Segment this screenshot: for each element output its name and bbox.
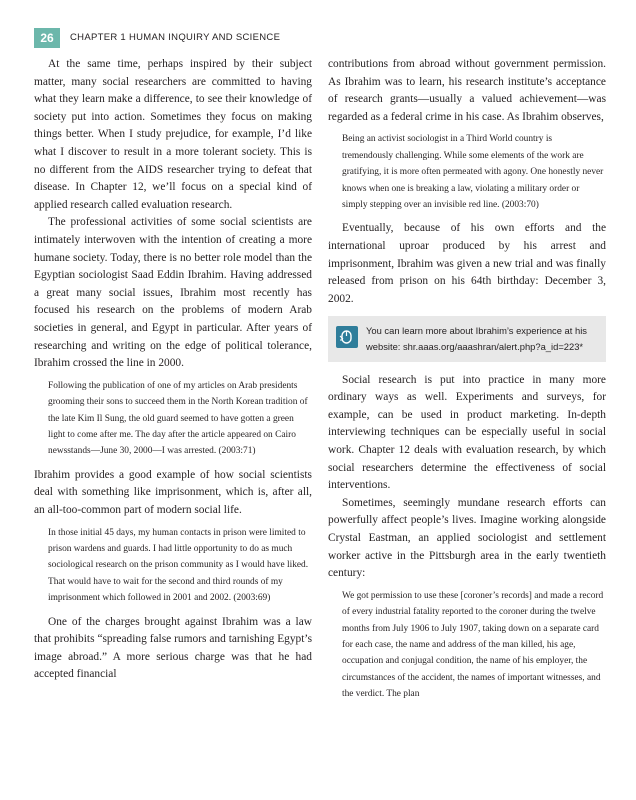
- page-number: 26: [34, 28, 60, 48]
- block-quote: Being an activist sociologist in a Third World country is tremendously challenging. While some elements of the work are gratifying, it is more often permeated with agony. One honestly never knows when one is breaking a law, violating a military order or simply stepping over an invisible red line. (2003:70): [342, 134, 604, 210]
- paragraph: The professional activities of some social scientists are intimately interwoven with the intention of creating a more humane society. Today, there is no better role model than the Egyptian sociologist Saad Eddin Ibrahim. Having addressed a great many social issues, Ibrahim most recently has focused his research on the problems of modern Arab societies in general, and Egypt in particular. After years of researching and writing on the edge of political tolerance, Ibrahim crossed the line in 2000.: [34, 216, 312, 370]
- left-column: [34, 56, 312, 684]
- block-quote: Following the publication of one of my articles on Arab presidents grooming their sons to succeed them in the North Korean tradition of the late Kim Il Sung, the old guard seemed to have gotten a green light to come after me. The day after the article appeared on Cairo newsstands—June 30, 2000—I was arrested. (2003:71): [48, 380, 308, 457]
- paragraph: Social research is put into practice in many more ordinary ways as well. Experiments and surveys, for example, can be used in product marketing. In-depth interviewing techniques can be especially useful in social work. Chapter 12 deals with evaluation research, by which social researchers determine the effectiveness of social interventions.: [328, 373, 606, 492]
- mouse-hand-icon: [336, 326, 358, 348]
- block-quote: We got permission to use these [coroner’s records] and made a record of every industrial fatality reported to the coroner during the twelve months from July 1906 to July 1907, taking down on a separate card for each case, the name and address of the man killed, his age, occupation and conjugal condition, the name of his employer, the circumstances of the accident, the names of important witnesses, and the verdict. The plan: [342, 590, 604, 700]
- web-note-box: [328, 316, 606, 361]
- paragraph: At the same time, perhaps inspired by their subject matter, many social researchers are committed to having what they learn make a difference, to see their knowledge of society put into action. Sometimes they focus on making things better. When I study prejudice, for example, I’d like what I discover to result in a more tolerant society. This is no different from the AIDS researcher trying to defeat that disease. In Chapter 12, we’ll focus on a special kind of applied research called evaluation research.: [34, 58, 312, 211]
- web-note-text: You can learn more about Ibrahim’s experience at his website: shr.aaas.org/aaashran/alert.php?a_id=223*: [366, 325, 587, 352]
- chapter-title: CHAPTER 1 HUMAN INQUIRY AND SCIENCE: [70, 32, 281, 43]
- paragraph: Ibrahim provides a good example of how social scientists deal with something like imprisonment, which is, after all, an all-too-common part of modern social life.: [34, 468, 312, 516]
- page-header: [34, 28, 614, 48]
- paragraph: contributions from abroad without government permission. As Ibrahim was to learn, his research institute’s acceptance of research grants—usually a valued achievement—was regarded as a federal crime in his case. As Ibrahim observes,: [328, 58, 606, 123]
- block-quote: In those initial 45 days, my human contacts in prison were limited to prison wardens and guards. I had little opportunity to do as much sociological research on the prison community as I would have liked. That would have to wait for the second and third rounds of my imprisonment which followed in 2001 and 2002. (2003:69): [48, 527, 309, 604]
- paragraph: Eventually, because of his own efforts and the international uproar produced by his arrest and imprisonment, Ibrahim was given a new trial and was finally released from prison on his 64th birthday: December 3, 2002.: [328, 222, 606, 305]
- paragraph: One of the charges brought against Ibrahim was a law that prohibits “spreading false rumors and tarnishing Egypt’s image abroad.” A more serious charge was that he had accepted financial: [34, 615, 312, 681]
- right-column: [328, 56, 606, 710]
- paragraph: Sometimes, seemingly mundane research efforts can powerfully affect people’s lives. Imagine working alongside Crystal Eastman, an applied sociologist and settlement worker active in the Pittsburgh area in the early twentieth century:: [328, 496, 606, 580]
